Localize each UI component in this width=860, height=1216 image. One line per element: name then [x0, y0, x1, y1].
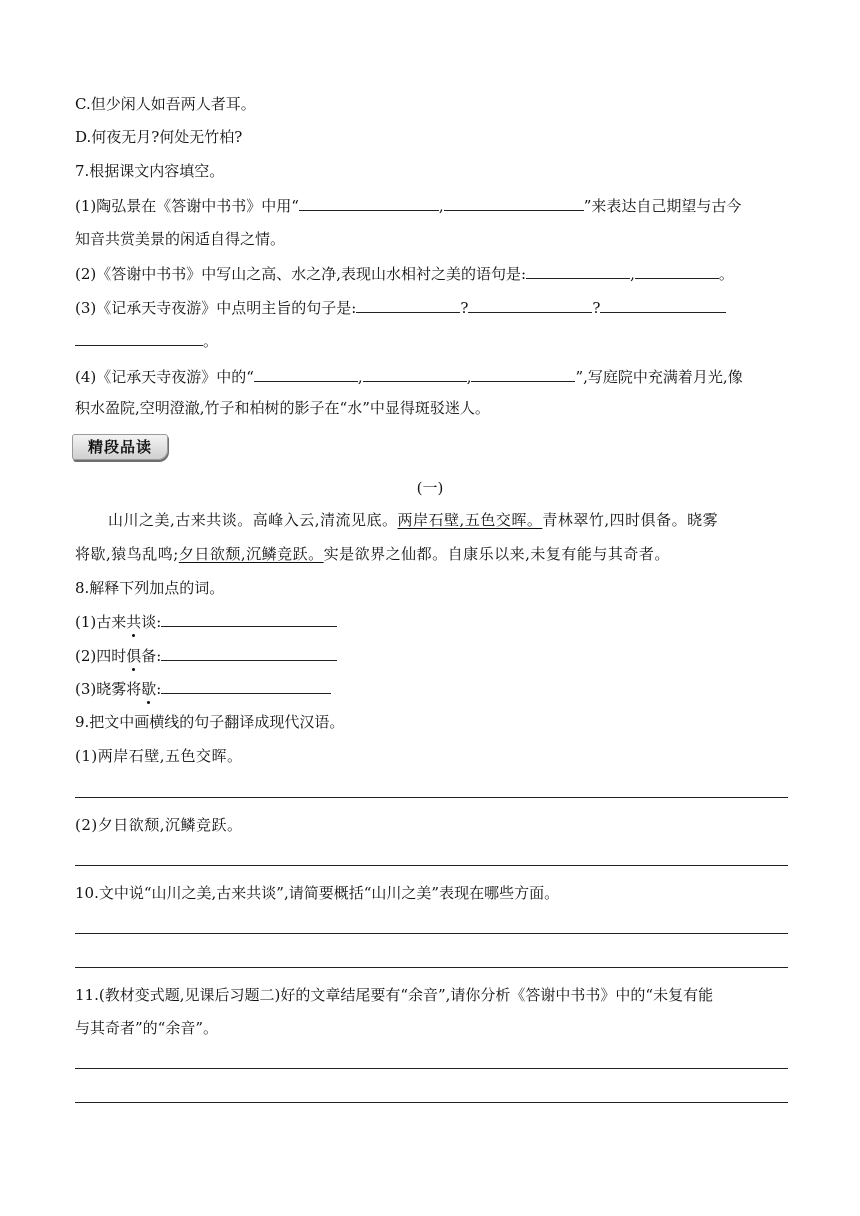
separator: , [357, 368, 363, 386]
fill-blank[interactable] [635, 263, 719, 279]
fill-blank[interactable] [75, 330, 203, 346]
passage-line-2 [75, 544, 670, 564]
period: 。 [203, 332, 219, 350]
answer-line[interactable] [75, 967, 788, 968]
q7-item-2 [75, 263, 734, 284]
q9-sentence-1: (1)两岸石壁,五色交晖。 [75, 747, 243, 765]
dotted-word: 共 [126, 613, 142, 631]
answer-blank[interactable] [161, 678, 331, 694]
q8-text: (1)古来 [75, 613, 127, 631]
dotted-word: 俱 [126, 647, 142, 665]
answer-line[interactable] [75, 933, 788, 934]
fill-blank[interactable] [526, 263, 630, 279]
fill-blank[interactable] [254, 366, 358, 382]
q7-item-2-text: (2)《答谢中书书》中写山之高、水之净,表现山水相衬之美的语句是: [75, 265, 527, 283]
q7-item-3-cont [75, 330, 218, 351]
answer-line[interactable] [75, 1068, 788, 1069]
q8-item-3 [75, 678, 331, 699]
underlined-sentence-1: 两岸石壁,五色交晖。 [397, 511, 543, 529]
dotted-word: 歇 [141, 680, 157, 698]
q7-item-4-text-end: ”,写庭院中充满着月光,像 [575, 368, 743, 386]
question-mark: ? [460, 299, 469, 317]
q7-item-3-text: (3)《记承天寺夜游》中点明主旨的句子是: [75, 299, 357, 317]
passage-text: 山川之美,古来共谈。高峰入云,清流见底。 [108, 511, 398, 529]
answer-blank[interactable] [161, 645, 337, 661]
q8-text: 备: [141, 647, 162, 665]
q8-text: (2)四时 [75, 647, 127, 665]
q7-item-4-cont: 积水盈院,空明澄澈,竹子和柏树的影子在“水”中显得斑驳迷人。 [75, 399, 490, 417]
fill-blank[interactable] [363, 366, 467, 382]
q8-item-1 [75, 611, 337, 632]
option-c: C.但少闲人如吾两人者耳。 [75, 95, 256, 113]
q8-text: 谈: [141, 613, 162, 631]
fill-blank[interactable] [356, 297, 460, 313]
q7-item-1 [75, 195, 741, 216]
q7-item-3 [75, 297, 726, 318]
q7-item-1-text: (1)陶弘景在《答谢中书书》中用“ [75, 197, 299, 215]
fill-blank[interactable] [468, 297, 592, 313]
q7-item-4 [75, 366, 743, 387]
fill-blank[interactable] [600, 297, 726, 313]
answer-line[interactable] [75, 1102, 788, 1103]
passage-line-1 [108, 510, 718, 530]
underlined-sentence-2: 夕日欲颓,沉鳞竞跃。 [178, 545, 324, 563]
section-badge: 精段品读 [72, 434, 168, 460]
separator: , [466, 368, 472, 386]
separator: , [438, 197, 444, 215]
q7-item-1-text-end: ”来表达自己期望与古今 [583, 197, 742, 215]
q8-text: : [156, 680, 162, 698]
passage-text: 将歇,猿鸟乱鸣; [75, 545, 179, 563]
q8-stem: 8.解释下列加点的词。 [75, 579, 225, 597]
q11-stem-cont: 与其奇者”的“余音”。 [75, 1019, 219, 1037]
fill-blank[interactable] [299, 195, 439, 211]
option-d: D.何夜无月?何处无竹柏? [75, 128, 243, 146]
answer-line[interactable] [75, 797, 788, 798]
q11-stem: 11.(教材变式题,见课后习题二)好的文章结尾要有“余音”,请你分析《答谢中书书》中的“未复有能 [75, 986, 714, 1004]
period: 。 [718, 265, 734, 283]
q9-stem: 9.把文中画横线的句子翻译成现代汉语。 [75, 713, 345, 731]
answer-blank[interactable] [161, 611, 337, 627]
passage-number: (一) [416, 479, 444, 497]
q8-text: (3)晓雾将 [75, 680, 142, 698]
q10-stem: 10.文中说“山川之美,古来共谈”,请简要概括“山川之美”表现在哪些方面。 [75, 884, 560, 902]
fill-blank[interactable] [471, 366, 575, 382]
q7-item-4-text: (4)《记承天寺夜游》中的“ [75, 368, 254, 386]
passage-text: 实是欲界之仙都。自康乐以来,未复有能与其奇者。 [323, 545, 670, 563]
question-mark: ? [592, 299, 601, 317]
q8-item-2 [75, 645, 337, 666]
q9-sentence-2: (2)夕日欲颓,沉鳞竞跃。 [75, 816, 243, 834]
passage-text: 青林翠竹,四时俱备。晓雾 [542, 511, 719, 529]
q7-item-1-cont: 知音共赏美景的闲适自得之情。 [75, 230, 286, 248]
answer-line[interactable] [75, 865, 788, 866]
q7-stem: 7.根据课文内容填空。 [75, 162, 225, 180]
separator: , [630, 265, 635, 283]
fill-blank[interactable] [444, 195, 584, 211]
